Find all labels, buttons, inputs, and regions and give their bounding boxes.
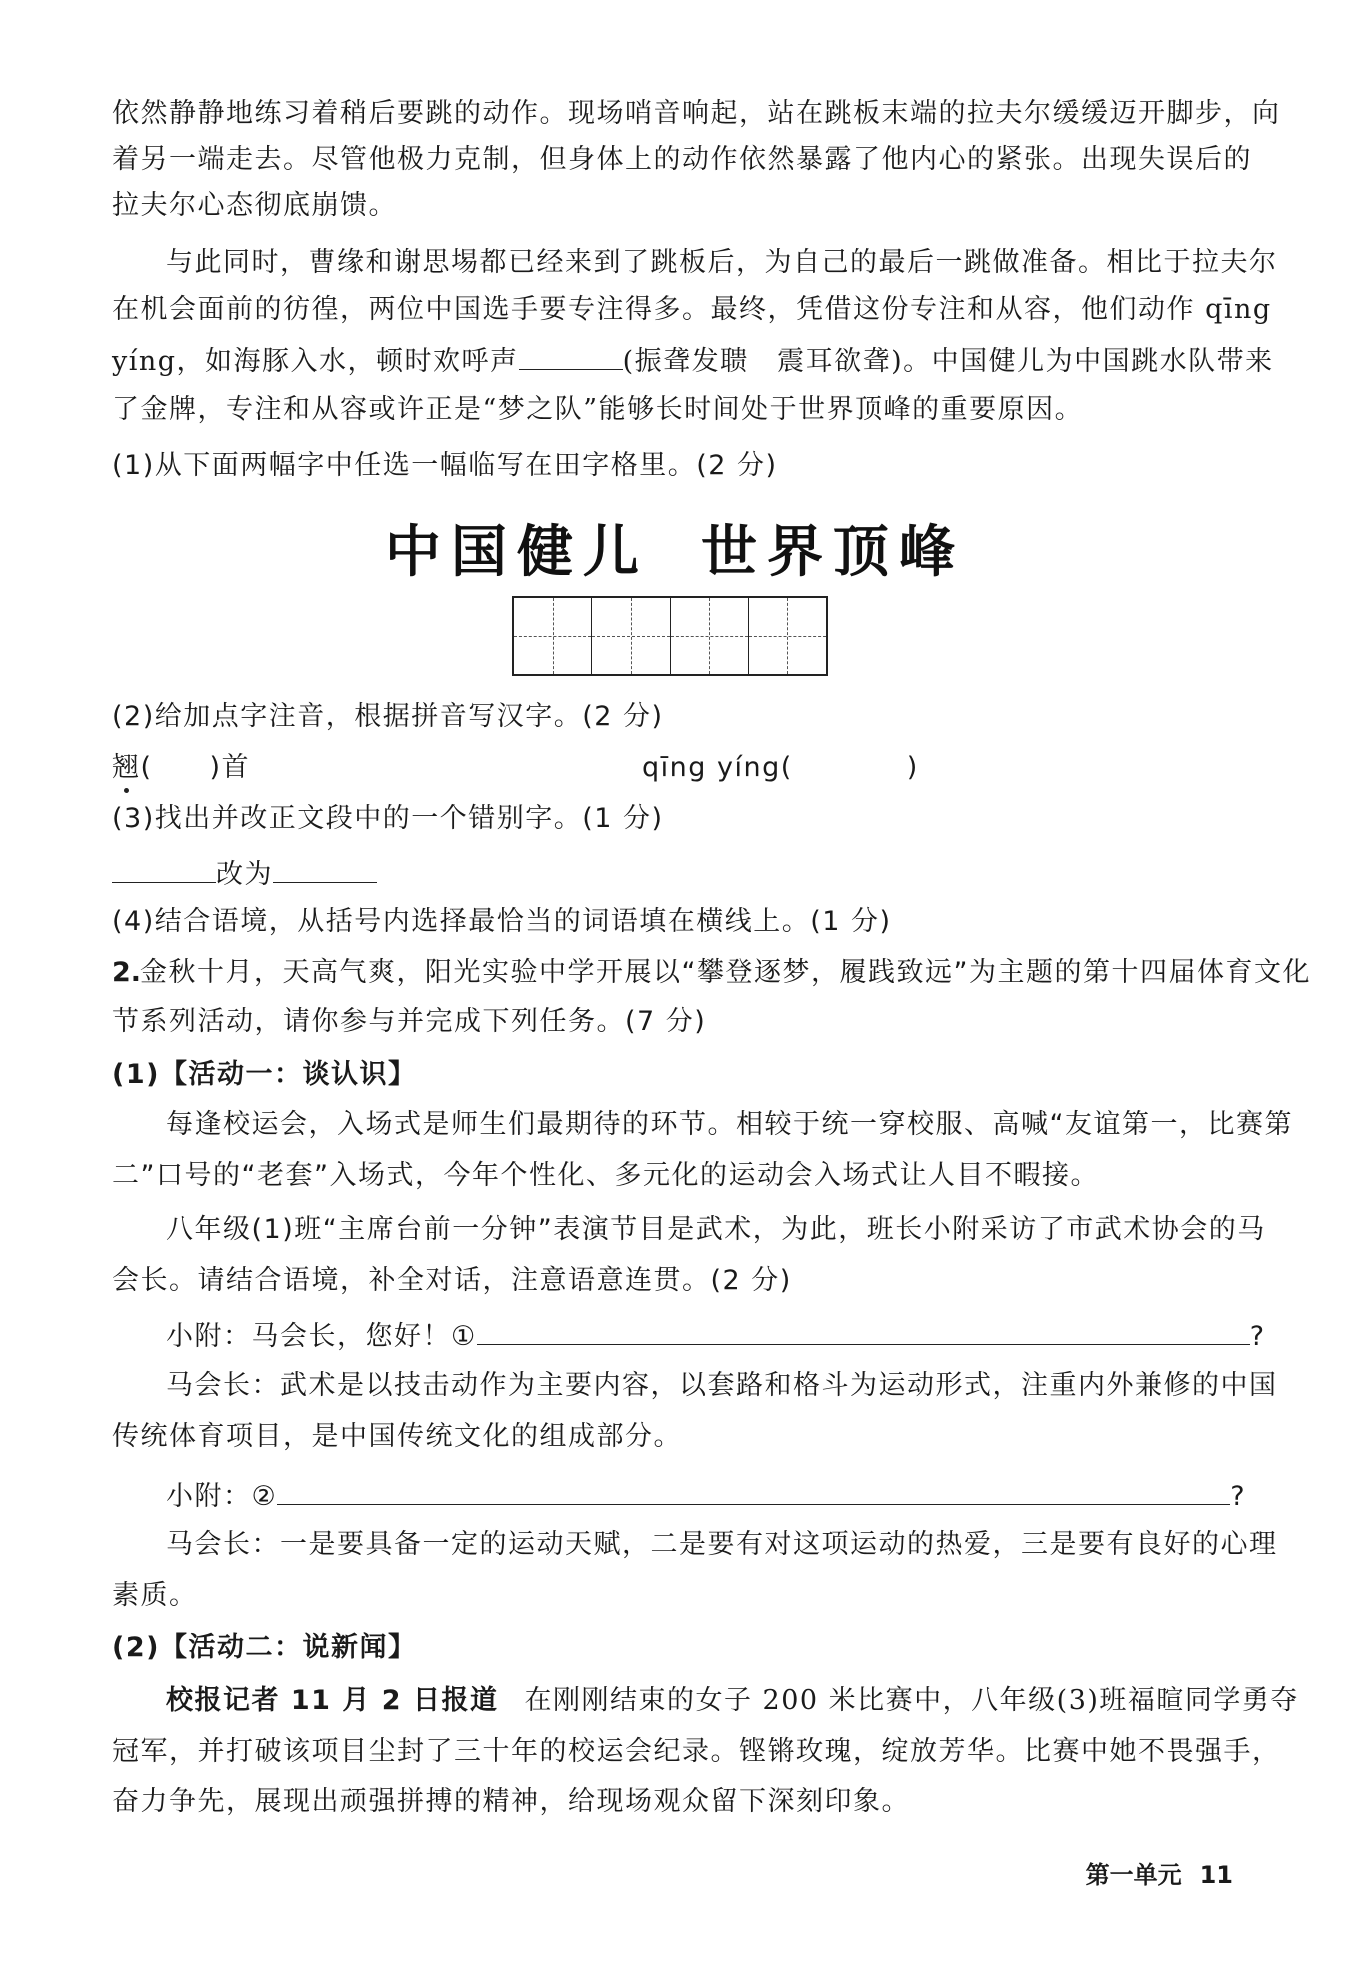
q1-task3: (3)找出并改正文段中的一个错别字。(1 分) xyxy=(112,803,664,834)
news-line3: 奋力争先，展现出顽强拼搏的精神，给现场观众留下深刻印象。 xyxy=(112,1786,910,1817)
news-line1 xyxy=(166,1683,1299,1719)
activity1-line1: 每逢校运会，入场式是师生们最期待的环节。相较于统一穿校服、高喊“友谊第一，比赛第 xyxy=(166,1109,1293,1140)
grid-cell[interactable] xyxy=(514,598,592,674)
activity1-line2: 二”口号的“老套”入场式，今年个性化、多元化的运动会入场式让人目不暇接。 xyxy=(112,1160,1099,1191)
activity1-heading: (1)【活动一：谈认识】 xyxy=(112,1059,417,1090)
activity1-line3: 八年级(1)班“主席台前一分钟”表演节目是武术，为此，班长小附采访了市武术协会的马 xyxy=(166,1214,1266,1245)
answer-blank-1[interactable] xyxy=(477,1316,1250,1345)
calligraphy-a: 中国健儿 xyxy=(385,520,649,585)
q1-task3-answer xyxy=(112,854,1237,893)
question-mark: ? xyxy=(1230,1481,1247,1512)
p1-line3: 拉夫尔心态彻底崩馈。 xyxy=(112,190,397,221)
q1-task2: (2)给加点字注音，根据拼音写汉字。(2 分) xyxy=(112,701,664,732)
news-text-1: 在刚刚结束的女子 200 米比赛中，八年级(3)班福暄同学勇夺 xyxy=(524,1685,1299,1716)
answer-blank-2[interactable] xyxy=(277,1476,1230,1505)
q1-task4: (4)结合语境，从括号内选择最恰当的词语填在横线上。(1 分) xyxy=(112,906,892,937)
activity2-heading: (2)【活动二：说新闻】 xyxy=(112,1632,417,1663)
fix-label: 改为 xyxy=(216,859,273,890)
dialog-speaker-1: 小附：马会长，您好！① xyxy=(166,1321,477,1352)
tianzige-grid[interactable] xyxy=(512,596,828,676)
p2-line3 xyxy=(112,341,1274,380)
activity1-line4: 会长。请结合语境，补全对话，注意语意连贯。(2 分) xyxy=(112,1265,792,1296)
q1-pinyin-row xyxy=(112,750,1237,786)
q1-task1: (1)从下面两幅字中任选一幅临写在田字格里。(2 分) xyxy=(112,450,778,481)
page-footer xyxy=(1086,1855,1233,1890)
p1-line1: 依然静静地练习着稍后要跳的动作。现场哨音响起，站在跳板末端的拉夫尔缓缓迈开脚步，向 xyxy=(112,98,1281,129)
dotted-char: 翘 xyxy=(112,750,141,786)
dialog-line3 xyxy=(166,1476,1247,1515)
dialog-line1 xyxy=(166,1316,1266,1355)
calligraphy-samples xyxy=(0,508,1350,588)
question-mark: ? xyxy=(1249,1321,1266,1352)
news-line2: 冠军，并打破该项目尘封了三十年的校运会纪录。铿锵玫瑰，绽放芳华。比赛中她不畏强手， xyxy=(112,1736,1281,1767)
p2-line2: 在机会面前的彷徨，两位中国选手要专注得多。最终，凭借这份专注和从容，他们动作 qīng xyxy=(112,294,1272,325)
p2-line3-start: yíng，如海豚入水，顿时欢呼声 xyxy=(112,346,519,377)
q2-number: 2. xyxy=(112,957,142,988)
grid-cell[interactable] xyxy=(671,598,749,674)
calligraphy-b: 世界顶峰 xyxy=(701,520,965,585)
q2-line1: 金秋十月，天高气爽，阳光实验中学开展以“攀登逐梦，履践致远”为主题的第十四届体育文化 xyxy=(140,957,1311,988)
p2-line4: 了金牌，专注和从容或许正是“梦之队”能够长时间处于世界顶峰的重要原因。 xyxy=(112,394,1084,425)
dialog-line4b: 素质。 xyxy=(112,1580,198,1611)
p2-line3-end: (振聋发聩 震耳欲聋)。中国健儿为中国跳水队带来 xyxy=(622,346,1274,377)
wrong-char-blank[interactable] xyxy=(112,854,216,883)
grid-cell[interactable] xyxy=(592,598,670,674)
unit-label: 第一单元 xyxy=(1085,1861,1182,1889)
pinyin-bracket[interactable]: ( )首 xyxy=(140,752,251,783)
q2-line2: 节系列活动，请你参与并完成下列任务。(7 分) xyxy=(112,1006,707,1037)
correct-char-blank[interactable] xyxy=(273,854,377,883)
page-number: 11 xyxy=(1199,1861,1233,1889)
news-dateline: 校报记者 11 月 2 日报道 xyxy=(166,1685,499,1716)
p2-line1: 与此同时，曹缘和谢思埸都已经来到了跳板后，为自己的最后一跳做准备。相比于拉夫尔 xyxy=(166,247,1278,278)
pinyin-word[interactable]: qīng yíng( ) xyxy=(642,752,919,783)
grid-cell[interactable] xyxy=(749,598,826,674)
dialog-line2b: 传统体育项目，是中国传统文化的组成部分。 xyxy=(112,1421,682,1452)
fill-blank-word[interactable] xyxy=(519,341,623,370)
dialog-speaker-2: 小附：② xyxy=(166,1481,278,1512)
dialog-line4a: 马会长：一是要具备一定的运动天赋，二是要有对这项运动的热爱，三是要有良好的心理 xyxy=(166,1529,1278,1560)
dialog-line2a: 马会长：武术是以技击动作为主要内容，以套路和格斗为运动形式，注重内外兼修的中国 xyxy=(166,1370,1278,1401)
p1-line2: 着另一端走去。尽管他极力克制，但身体上的动作依然暴露了他内心的紧张。出现失误后的 xyxy=(112,144,1252,175)
